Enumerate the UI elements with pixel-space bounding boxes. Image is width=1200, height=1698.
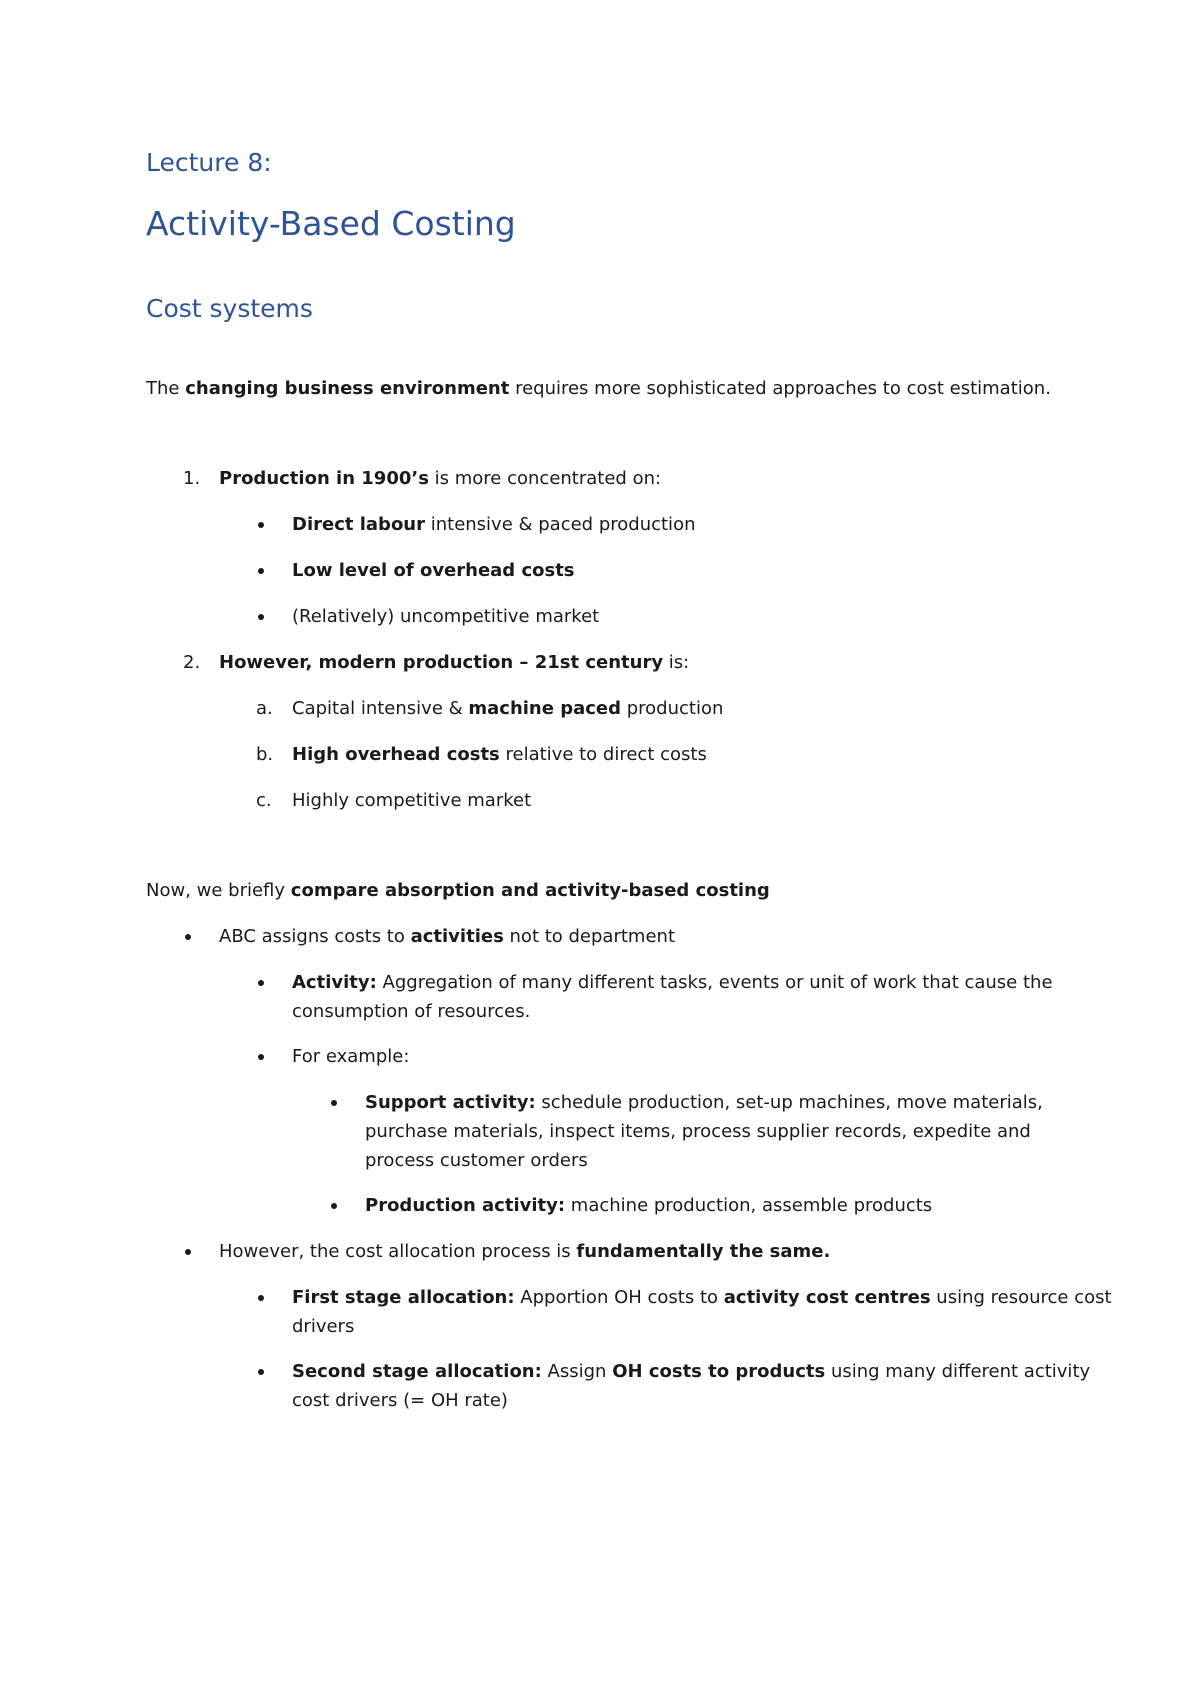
list-item: High overhead costs relative to direct costs xyxy=(292,744,707,765)
bullet-icon xyxy=(258,1295,264,1301)
list-item: Production in 1900’s is more concentrated on: xyxy=(219,468,662,489)
list-letter: c. xyxy=(256,790,272,811)
list-item: (Relatively) uncompetitive market xyxy=(292,606,600,627)
list-item: Activity: Aggregation of many different tasks, events or unit of work that cause the xyxy=(292,972,1053,993)
list-item: Low level of overhead costs xyxy=(292,560,575,581)
lecture-heading: Lecture 8: xyxy=(146,148,272,177)
list-item-continuation: drivers xyxy=(292,1316,355,1337)
list-item-continuation: process customer orders xyxy=(365,1150,588,1171)
bullet-icon xyxy=(258,614,264,620)
section-heading: Cost systems xyxy=(146,294,313,323)
list-letter: b. xyxy=(256,744,274,765)
bullet-icon xyxy=(258,568,264,574)
list-item: First stage allocation: Apportion OH costs to activity cost centres using resource cost xyxy=(292,1287,1112,1308)
list-item-continuation: purchase materials, inspect items, process supplier records, expedite and xyxy=(365,1121,1031,1142)
list-item: However, the cost allocation process is fundamentally the same. xyxy=(219,1241,831,1262)
list-item: However, modern production – 21st century is: xyxy=(219,652,690,673)
bullet-icon xyxy=(185,934,191,940)
intro-paragraph: The changing business environment requires more sophisticated approaches to cost estimation. xyxy=(146,378,1051,399)
compare-paragraph: Now, we briefly compare absorption and activity-based costing xyxy=(146,880,770,901)
list-item: Capital intensive & machine paced production xyxy=(292,698,724,719)
bullet-icon xyxy=(331,1203,337,1209)
list-letter: a. xyxy=(256,698,273,719)
bullet-icon xyxy=(258,1054,264,1060)
list-item: Production activity: machine production, assemble products xyxy=(365,1195,933,1216)
bullet-icon xyxy=(258,980,264,986)
bullet-icon xyxy=(185,1249,191,1255)
list-item: Direct labour intensive & paced production xyxy=(292,514,696,535)
list-item: Second stage allocation: Assign OH costs to products using many different activity xyxy=(292,1361,1091,1382)
bullet-icon xyxy=(258,522,264,528)
list-item: Highly competitive market xyxy=(292,790,532,811)
bullet-icon xyxy=(331,1100,337,1106)
page-title: Activity-Based Costing xyxy=(146,204,516,243)
list-item-continuation: cost drivers (= OH rate) xyxy=(292,1390,508,1411)
list-item: Support activity: schedule production, set-up machines, move materials, xyxy=(365,1092,1043,1113)
list-item-continuation: consumption of resources. xyxy=(292,1001,531,1022)
list-item: ABC assigns costs to activities not to department xyxy=(219,926,675,947)
list-number: 1. xyxy=(183,468,201,489)
list-number: 2. xyxy=(183,652,201,673)
list-item: For example: xyxy=(292,1046,410,1067)
bullet-icon xyxy=(258,1369,264,1375)
